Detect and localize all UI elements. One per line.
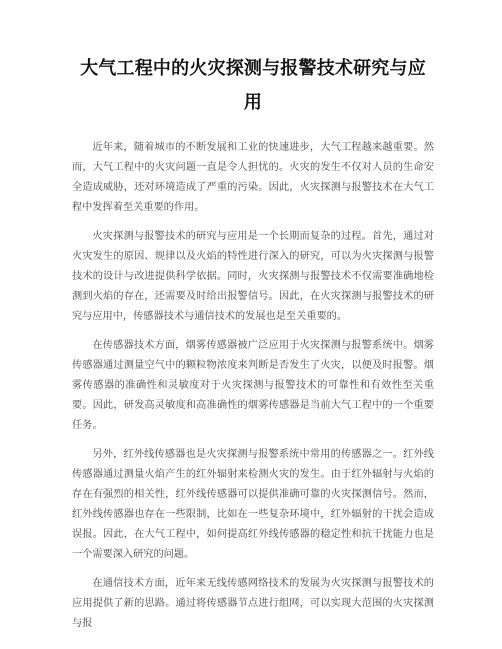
paragraph-infrared-sensor: 另外，红外线传感器也是火灾探测与报警系统中常用的传感器之一。红外线传感器通过测量火焰产生的红外辐射来检测火灾的发生。由于红外辐射与火焰的存在有强烈的相关性，红外线传感器可以提供准确可靠的火灾探测信号。然而，红外线传感器也存在一些限制，比如在一些复杂环境中，红外辐射的干扰会造成误报。因此，在大气工程中，如何提高红外线传感器的稳定性和抗干扰能力也是一个需要深入研究的问题。: [72, 449, 434, 560]
paragraph-communication: 在通信技术方面，近年来无线传感网络技术的发展为火灾探测与报警技术的应用提供了新的思路。通过将传感器节点进行组网，可以实现大范围的火灾探测与报: [72, 578, 434, 629]
document-title: 大气工程中的火灾探测与报警技术研究与应用: [80, 58, 426, 113]
paragraph-research-process: 火灾探测与报警技术的研究与应用是一个长期而复杂的过程。首先，通过对火灾发生的原因、规律以及火焰的特性进行深入的研究，可以为火灾探测与报警技术的设计与改进提供科学依据。同时，火灾探测与报警技术不仅需要准确地检测到火焰的存在，还需要及时给出报警信号。因此，在火灾探测与报警技术的研究与应用中，传感器技术与通信技术的发展也是至关重要的。: [72, 231, 434, 322]
paragraph-intro: 近年来，随着城市的不断发展和工业的快速进步，大气工程越来越重要。然而，大气工程中的火灾问题一直是令人担忧的。火灾的发生不仅对人员的生命安全造成威胁，还对环境造成了严重的污染。因此，火灾探测与报警技术在大气工程中发挥着至关重要的作用。: [72, 142, 434, 213]
paragraph-smoke-sensor: 在传感器技术方面，烟雾传感器被广泛应用于火灾探测与报警系统中。烟雾传感器通过测量空气中的颗粒物浓度来判断是否发生了火灾，以便及时报警。烟雾传感器的准确性和灵敏度对于火灾探测与报警技术的可靠性和有效性至关重要。因此，研发高灵敏度和高准确性的烟雾传感器是当前大气工程中的一个重要任务。: [72, 340, 434, 431]
